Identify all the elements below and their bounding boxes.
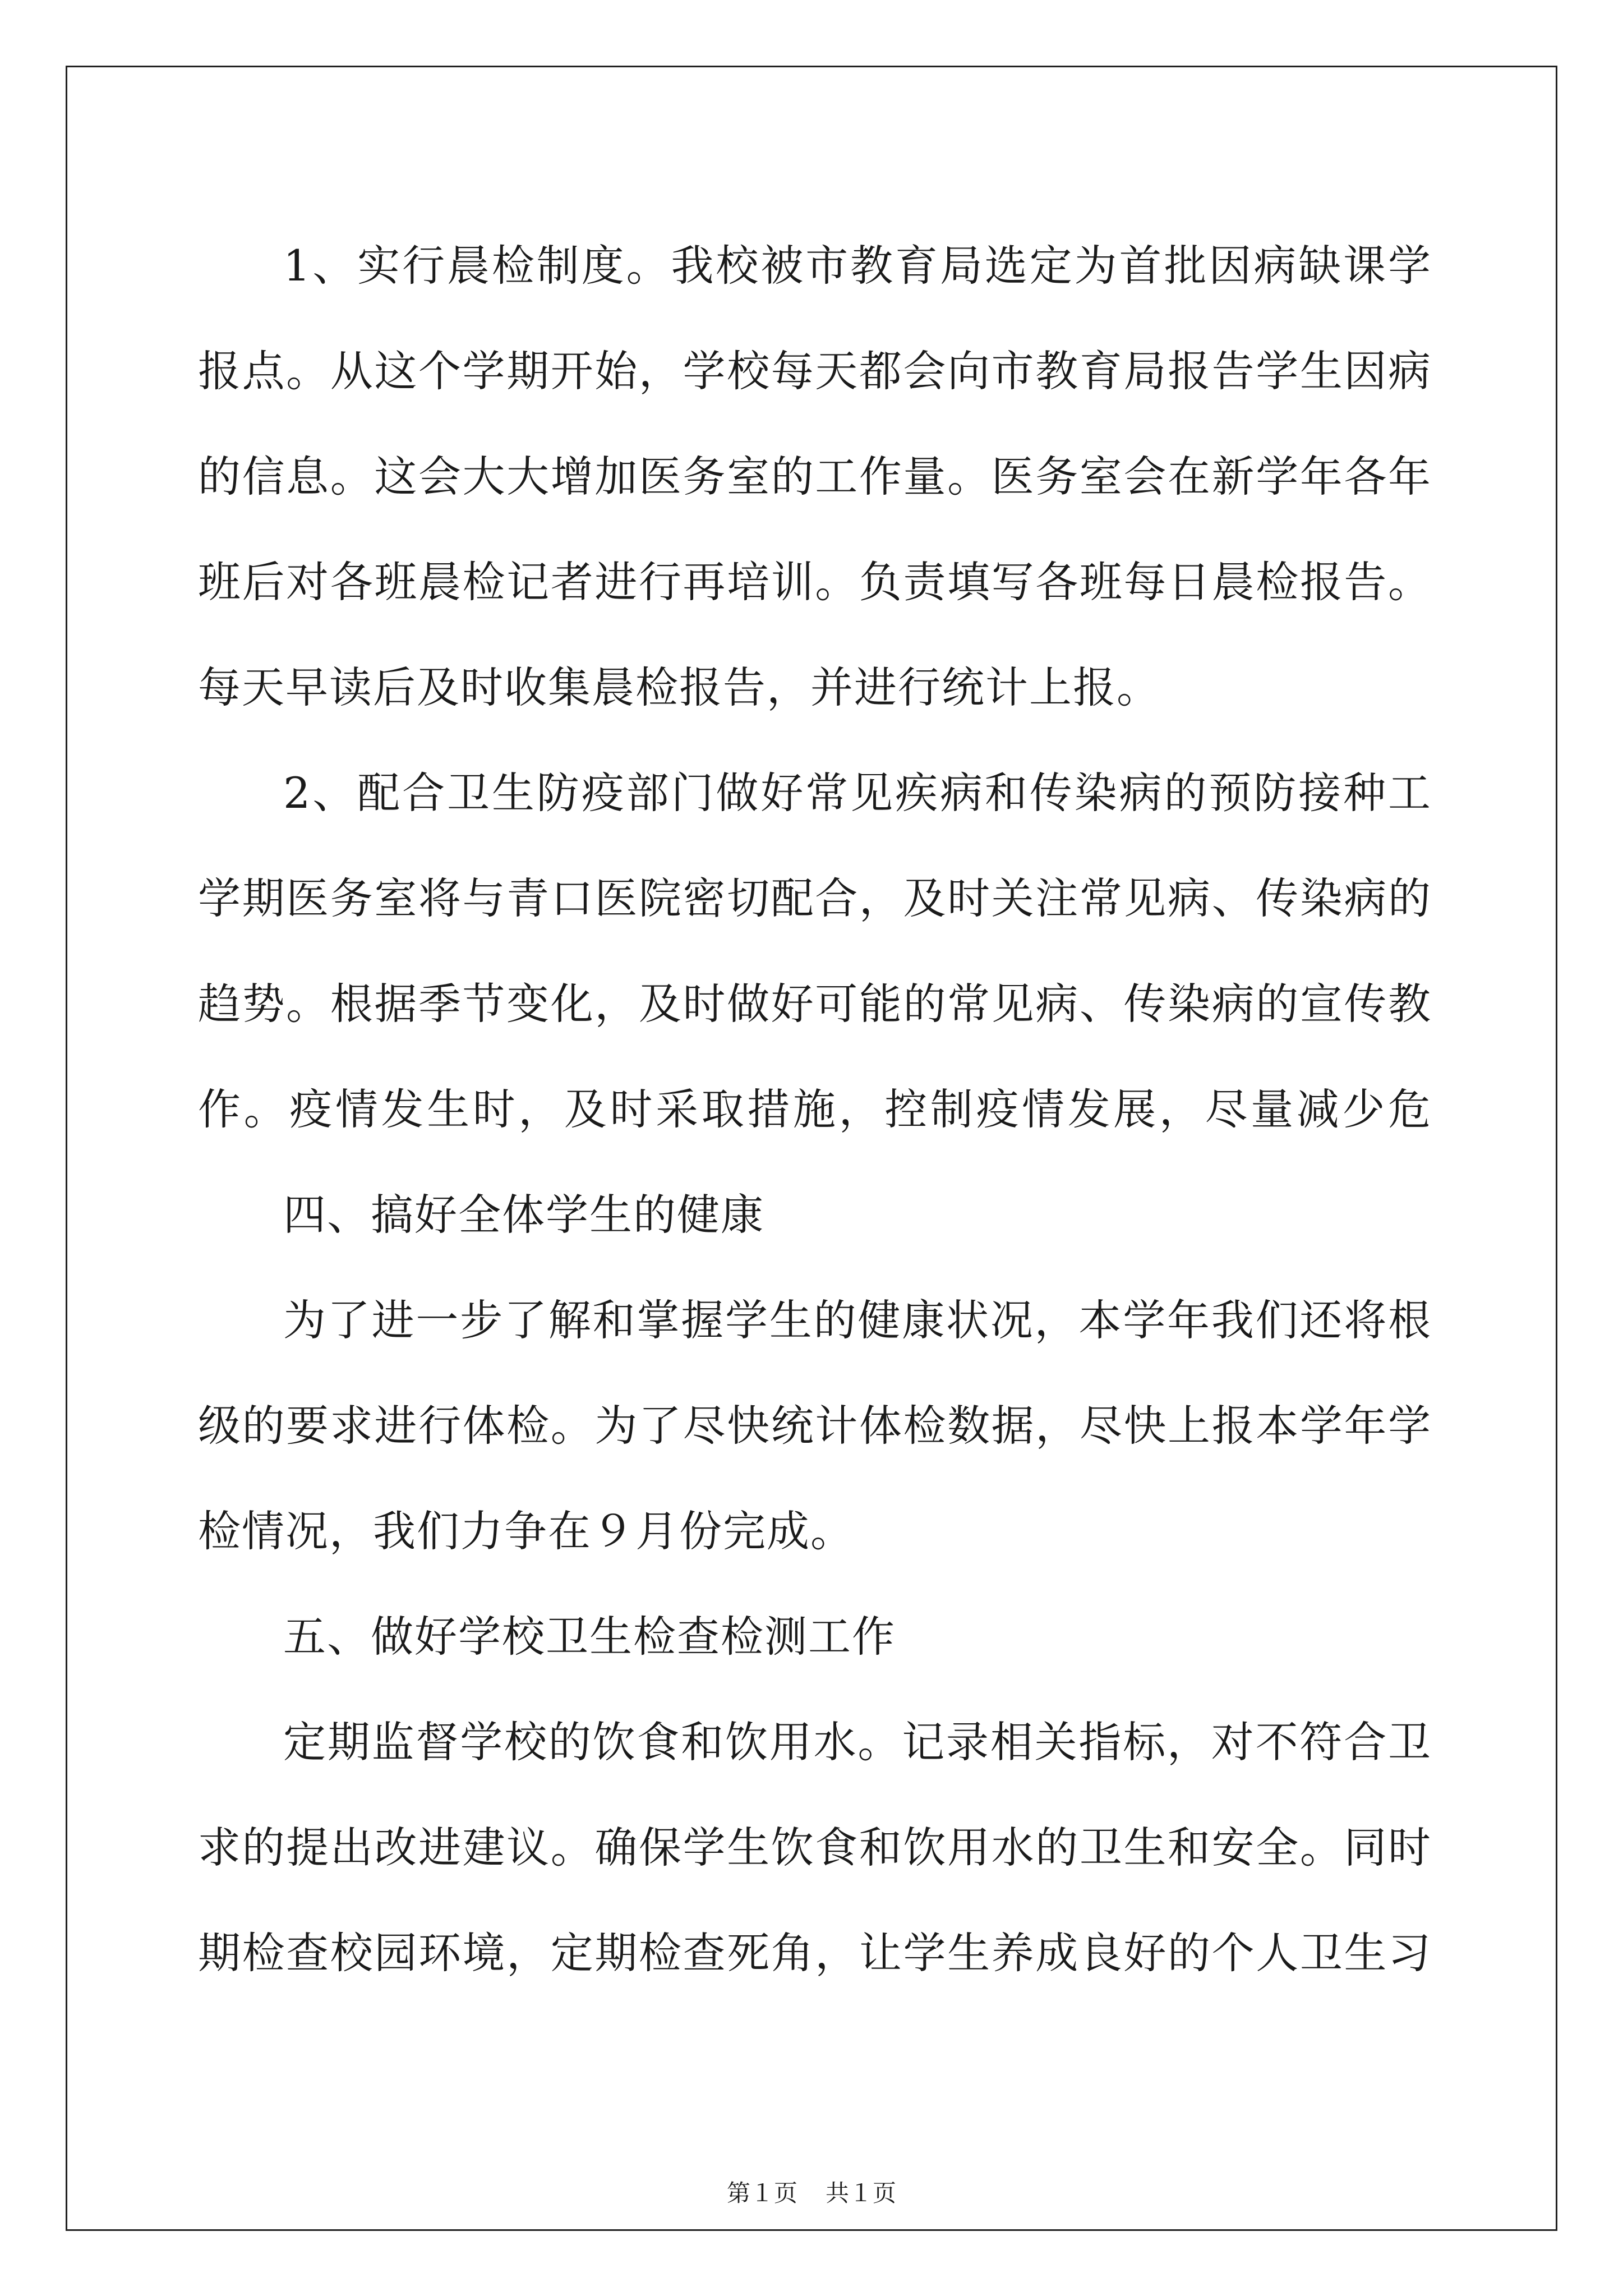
paragraph	[198, 740, 1432, 1162]
page-footer	[0, 2179, 1623, 2207]
text-line: 班后对各班晨检记者进行再培训。负责填写各班每日晨检报告。	[198, 557, 1432, 607]
text-line: 2、配合卫生防疫部门做好常见疾病和传染病的预防接种工	[283, 768, 1432, 818]
text-line: 检情况，我们力争在９月份完成。	[198, 1506, 854, 1556]
text-line: 四、搞好全体学生的健康	[283, 1190, 764, 1240]
text-line: 作。疫情发生时，及时采取措施，控制疫情发展，尽量减少危	[198, 1084, 1432, 1134]
text-line: 每天早读后及时收集晨检报告，并进行统计上报。	[198, 662, 1160, 712]
text-line: 期检查校园环境，定期检查死角，让学生养成良好的个人卫生习	[198, 1928, 1432, 1978]
text-line: 五、做好学校卫生检查检测工作	[283, 1612, 896, 1662]
text-line: 学期医务室将与青口医院密切配合，及时关注常见病、传染病的	[198, 873, 1432, 923]
page-number-label: 第１页	[726, 2179, 797, 2207]
text-line: 求的提出改进建议。确保学生饮食和饮用水的卫生和安全。同时	[198, 1823, 1432, 1872]
text-line: 为了进一步了解和掌握学生的健康状况，本学年我们还将根	[283, 1295, 1432, 1345]
text-line: 的信息。这会大大增加医务室的工作量。医务室会在新学年各年	[198, 452, 1432, 501]
text-line: 趋势。根据季节变化，及时做好可能的常见病、传染病的宣传教	[198, 979, 1432, 1029]
document-body	[198, 213, 1432, 2006]
text-line: 级的要求进行体检。为了尽快统计体检数据，尽快上报本学年学	[198, 1401, 1432, 1451]
paragraph	[198, 213, 1432, 740]
text-line: 1、实行晨检制度。我校被市教育局选定为首批因病缺课学	[283, 241, 1432, 291]
section-heading	[198, 1162, 1432, 1268]
section-heading	[198, 1584, 1432, 1690]
paragraph	[198, 1690, 1432, 2006]
page-total-label: 共１页	[826, 2179, 897, 2207]
text-line: 报点。从这个学期开始，学校每天都会向市教育局报告学生因病	[198, 346, 1432, 396]
text-line: 定期监督学校的饮食和饮用水。记录相关指标，对不符合卫	[283, 1717, 1432, 1767]
paragraph	[198, 1268, 1432, 1584]
